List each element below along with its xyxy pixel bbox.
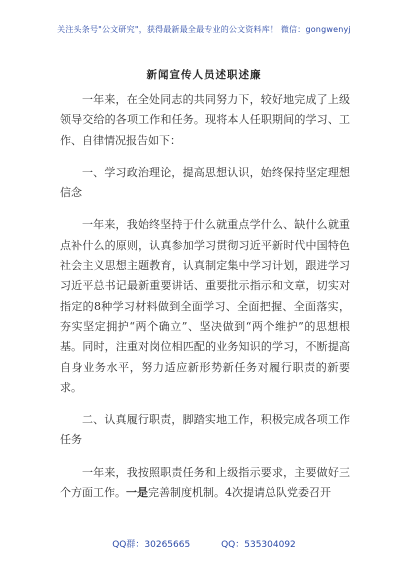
- footer-qq: QQ：535304092: [221, 540, 296, 550]
- paragraph-study: 一年来，我始终坚持于什么就重点学什么、缺什么就重点补什么的原则，认真参加学习贯彻习近平新时代中国特色社会主义思想主题教育，认真制定集中学习计划，跟进学习习近平总书记最新重要讲话、重要批示指示和文章，切实对指定的8种学习材料做到全面学习、全面把握、全面落实，夯实坚定拥护“两个确立”、坚决做到“两个维护”的思想根基。同时，注重对岗位相匹配的业务知识的学习，不断提高自身业务水平，努力适应新形势新任务对履行职责的新要求。: [60, 218, 350, 394]
- section-heading-1: 一、学习政治理论，提高思想认识，始终保持坚定理想信念: [60, 165, 350, 200]
- document-title: 新闻宣传人员述职述廉: [146, 69, 262, 81]
- paragraph-duties: [60, 463, 350, 504]
- footer-contact: [0, 537, 408, 550]
- paragraph-intro: 一年来，在全处同志的共同努力下，较好地完成了上级领导交给的各项工作和任务。现将本人任职期间的学习、工作、自律情况报告如下：: [60, 93, 350, 147]
- duties-text-end: 完善制度机制。4次提请总队党委召开: [148, 486, 331, 500]
- duties-text-start: 一年来，我按照职责任务和上级指示要求，主要做好三个方面工作。: [60, 465, 350, 500]
- document-body: [60, 90, 350, 503]
- header-note: 关注头条号"公文研究"，获得最新最全最专业的公文资料库！ 微信：gongwenyj: [57, 25, 351, 34]
- duties-bold-marker: 一是: [126, 486, 148, 500]
- footer-qq-group: QQ群：30265665: [112, 540, 191, 550]
- section-heading-2: 二、认真履行职责，脚踏实地工作，积极完成各项工作任务: [60, 413, 350, 447]
